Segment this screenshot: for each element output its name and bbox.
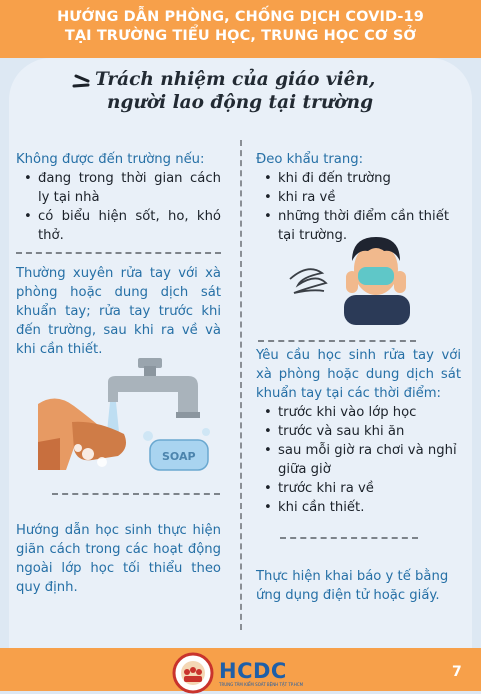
title-line-2: người lao động tại trường (107, 92, 374, 113)
mask-block (256, 150, 461, 245)
faucet-icon (108, 376, 198, 412)
column-divider (240, 140, 242, 630)
header-line-1: HƯỚNG DẪN PHÒNG, CHỐNG DỊCH COVID-19 (57, 9, 424, 25)
student-wash-block (256, 346, 461, 517)
not-to-school-heading: Không được đến trường nếu: (16, 152, 205, 167)
shirt-icon (344, 295, 410, 325)
student-wash-list (256, 403, 461, 517)
not-to-school-list (16, 169, 221, 245)
list-item: • những thời điểm cần thiết tại trường. (256, 207, 461, 245)
right-divider-2 (280, 537, 418, 539)
face-mask-icon (358, 267, 394, 285)
left-divider-2 (52, 493, 220, 495)
page-header (0, 0, 481, 58)
distancing-text: Hướng dẫn học sinh thực hiện giãn cách trong các hoạt động ngoài lớp học tối thiểu theo quy định. (16, 523, 221, 595)
list-item: • sau mỗi giờ ra chơi và nghỉ giữa giờ (256, 441, 461, 479)
page-number: 7 (452, 664, 462, 680)
list-item: • đang trong thời gian cách ly tại nhà (16, 169, 221, 207)
left-divider-1 (16, 252, 221, 254)
list-item: • có biểu hiện sốt, ho, khó thở. (16, 207, 221, 245)
list-item: • khi đi đến trường (256, 169, 461, 188)
mask-heading: Đeo khẩu trang: (256, 152, 364, 167)
declaration-text: Thực hiện khai báo y tế bằng ứng dụng điện tử hoặc giấy. (256, 569, 449, 603)
student-wash-heading: Yêu cầu học sinh rửa tay với xà phòng hoặc dung dịch sát khuẩn tay tại các thời điểm: (256, 348, 461, 401)
logo-text: HCDC (219, 659, 287, 683)
title-dash-mark-icon (70, 72, 92, 94)
list-item: • khi ra về (256, 188, 461, 207)
handwashing-illustration (38, 352, 223, 480)
scribble-icon (290, 269, 326, 293)
title-line-1: Trách nhiệm của giáo viên, (95, 69, 376, 90)
list-item: • khi cần thiết. (256, 498, 461, 517)
header-line-2: TẠI TRƯỜNG TIỂU HỌC, TRUNG HỌC CƠ SỞ (64, 28, 417, 44)
mask-person-illustration (282, 233, 422, 325)
right-divider-1 (258, 340, 416, 342)
hcdc-logo-icon (172, 652, 214, 694)
list-item: • trước khi vào lớp học (256, 403, 461, 422)
soap-label: SOAP (162, 450, 196, 463)
list-item: • trước khi ra về (256, 479, 461, 498)
section-title (95, 68, 425, 114)
logo-subtext: TRUNG TÂM KIỂM SOÁT BỆNH TẬT TP.HCM (219, 682, 304, 687)
handwash-text: Thường xuyên rửa tay với xà phòng hoặc dung dịch sát khuẩn tay; rửa tay trước khi đến trường, sau khi ra về và khi cần thiết. (16, 266, 221, 357)
not-to-school-block (16, 150, 221, 245)
list-item: • trước và sau khi ăn (256, 422, 461, 441)
